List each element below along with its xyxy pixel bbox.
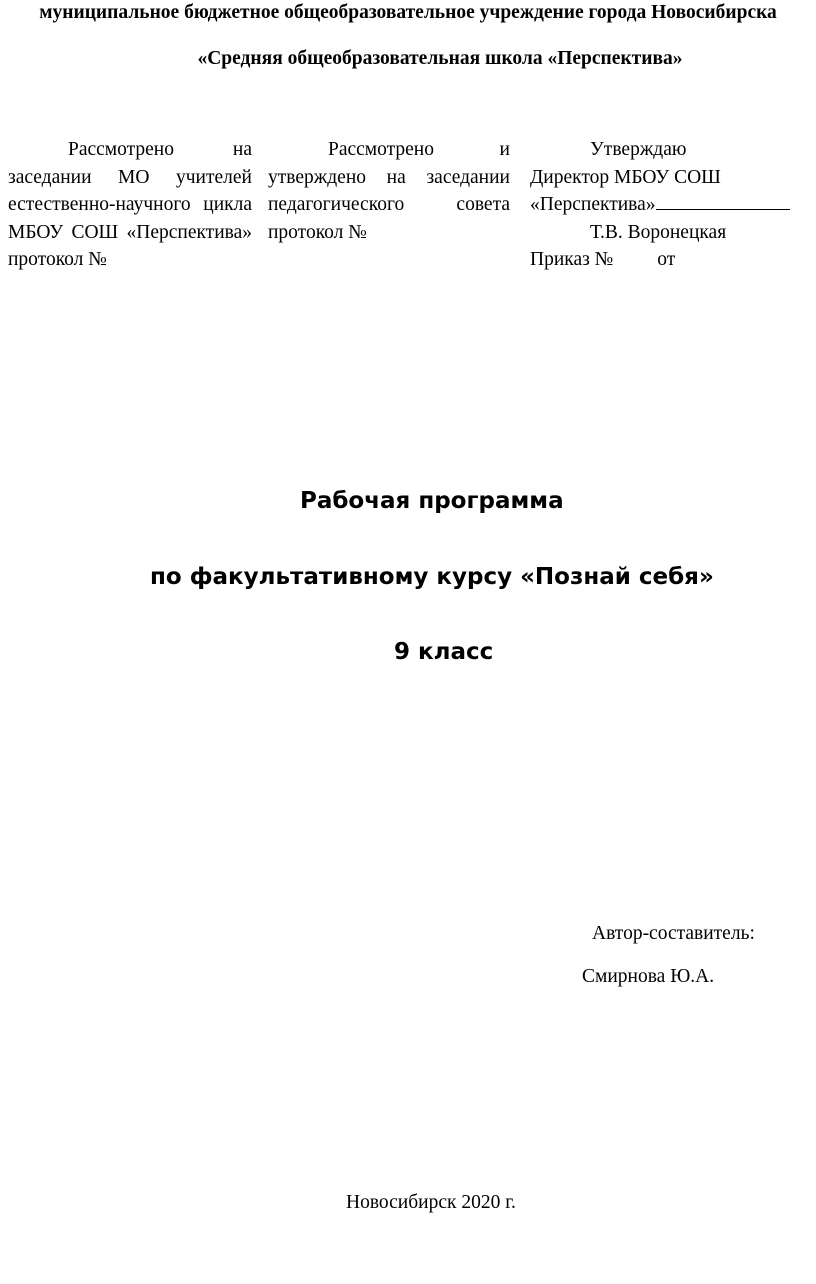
- director-school: «Перспектива»: [530, 194, 656, 215]
- city-year: Новосибирск 2020 г.: [346, 1192, 516, 1213]
- organization-name: муниципальное бюджетное общеобразовательное учреждение города Новосибирска: [39, 2, 777, 23]
- course-name: по факультативному курсу «Познай себя»: [150, 564, 714, 590]
- approval-pedsovet-block: [268, 136, 510, 246]
- approve-label: Утверждаю: [590, 139, 687, 160]
- approval-mo-block: [8, 136, 252, 274]
- document-title: Рабочая программа: [300, 488, 564, 514]
- author-label: Автор-составитель:: [592, 923, 755, 944]
- director-school-line: [530, 191, 810, 219]
- director-title: Директор МБОУ СОШ: [530, 166, 721, 188]
- order-date-label: от: [657, 249, 676, 270]
- approval-director-block: [530, 136, 810, 274]
- grade-level: 9 класс: [394, 639, 494, 665]
- order-number-label: Приказ №: [530, 249, 614, 270]
- order-line: [530, 246, 810, 274]
- author-name: Смирнова Ю.А.: [582, 966, 715, 987]
- approval-mo-text: Рассмотрено на заседании МО учителей естественно-научного цикла МБОУ СОШ «Перспектива» протокол №: [8, 139, 252, 270]
- director-name: Т.В. Воронецкая: [590, 221, 727, 243]
- signature-line: [656, 191, 790, 210]
- approval-pedsovet-text: Рассмотрено и утверждено на заседании педагогического совета протокол №: [268, 139, 510, 243]
- school-name: «Средняя общеобразовательная школа «Перспектива»: [197, 48, 683, 69]
